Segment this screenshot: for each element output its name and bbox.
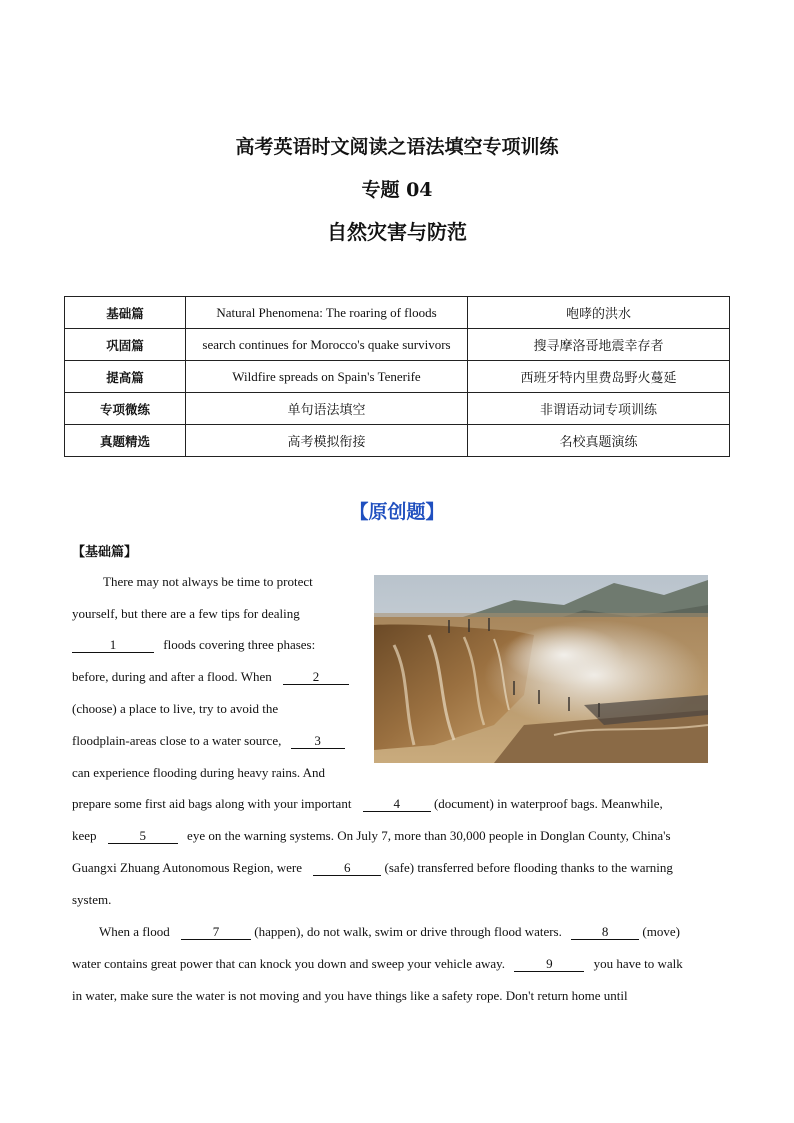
passage-text: prepare some first aid bags along with your important xyxy=(72,796,352,811)
table-cell-english: Wildfire spreads on Spain's Tenerife xyxy=(186,361,468,393)
table-cell-level: 基础篇 xyxy=(65,297,186,329)
passage-text: you have to walk xyxy=(593,956,683,971)
passage-text: (happen), do not walk, swim or drive through flood waters. xyxy=(254,924,562,939)
overview-table xyxy=(64,296,730,457)
blank-1[interactable]: 1 xyxy=(72,638,154,653)
passage-text: (document) in waterproof bags. Meanwhile, xyxy=(433,796,663,811)
passage-text: floods covering three phases: xyxy=(163,637,316,652)
blank-5[interactable]: 5 xyxy=(108,829,178,844)
passage-text: Guangxi Zhuang Autonomous Region, were xyxy=(72,860,302,875)
passage-text: floodplain-areas close to a water source, xyxy=(72,733,282,748)
passage-line xyxy=(72,637,315,653)
waterfall-photo xyxy=(374,575,708,763)
table-cell-chinese: 西班牙特内里费岛野火蔓延 xyxy=(468,361,730,393)
table-cell-chinese: 搜寻摩洛哥地震幸存者 xyxy=(468,329,730,361)
table-cell-level: 提高篇 xyxy=(65,361,186,393)
passage-line xyxy=(72,860,673,876)
passage-text: water contains great power that can knock you down and sweep your vehicle away. xyxy=(72,956,506,971)
table-cell-chinese: 非谓语动词专项训练 xyxy=(468,393,730,425)
passage-text: When a flood xyxy=(99,924,170,939)
blank-8[interactable]: 8 xyxy=(571,925,639,940)
document-topic: 自然灾害与防范 xyxy=(327,220,467,244)
table-row xyxy=(65,393,730,425)
table-cell-english: 高考模拟衔接 xyxy=(186,425,468,457)
passage-line: in water, make sure the water is not moving and you have things like a safety rope. Don't return home until xyxy=(72,988,628,1003)
table-cell-level: 真题精选 xyxy=(65,425,186,457)
part-label: 【基础篇】 xyxy=(72,545,138,560)
table-cell-english: Natural Phenomena: The roaring of floods xyxy=(186,297,468,329)
blank-4[interactable]: 4 xyxy=(363,797,431,812)
passage-line: (choose) a place to live, try to avoid the xyxy=(72,701,279,716)
table-cell-chinese: 咆哮的洪水 xyxy=(468,297,730,329)
passage-line xyxy=(72,669,349,685)
passage-line xyxy=(72,796,663,812)
passage-line xyxy=(72,733,345,749)
passage-line: yourself, but there are a few tips for dealing xyxy=(72,606,300,621)
table-row xyxy=(65,361,730,393)
table-cell-english: search continues for Morocco's quake survivors xyxy=(186,329,468,361)
blank-2[interactable]: 2 xyxy=(283,670,349,685)
document-title: 高考英语时文阅读之语法填空专项训练 xyxy=(235,136,559,158)
passage-line xyxy=(72,828,671,844)
passage-text: keep xyxy=(72,828,97,843)
table-cell-level: 巩固篇 xyxy=(65,329,186,361)
table-cell-chinese: 名校真题演练 xyxy=(468,425,730,457)
passage-line xyxy=(99,924,680,940)
blank-6[interactable]: 6 xyxy=(313,861,381,876)
passage-line: There may not always be time to protect xyxy=(103,574,313,589)
blank-7[interactable]: 7 xyxy=(181,925,251,940)
waterfall-illustration xyxy=(374,575,708,763)
section-title: 【原创题】 xyxy=(349,501,445,523)
blank-3[interactable]: 3 xyxy=(291,734,345,749)
table-cell-level: 专项微练 xyxy=(65,393,186,425)
passage-text: eye on the warning systems. On July 7, more than 30,000 people in Donglan County, China's xyxy=(187,828,671,843)
document-subtitle: 专题 04 xyxy=(361,179,433,201)
passage-text: before, during and after a flood. When xyxy=(72,669,272,684)
passage-line: system. xyxy=(72,892,112,907)
blank-9[interactable]: 9 xyxy=(514,957,584,972)
passage-line: can experience flooding during heavy rains. And xyxy=(72,765,326,780)
table-row xyxy=(65,425,730,457)
passage-line xyxy=(72,956,683,972)
passage-text: (move) xyxy=(642,924,680,939)
table-row xyxy=(65,297,730,329)
passage-text: (safe) transferred before flooding thanks to the warning xyxy=(384,860,673,875)
table-cell-english: 单句语法填空 xyxy=(186,393,468,425)
table-row xyxy=(65,329,730,361)
